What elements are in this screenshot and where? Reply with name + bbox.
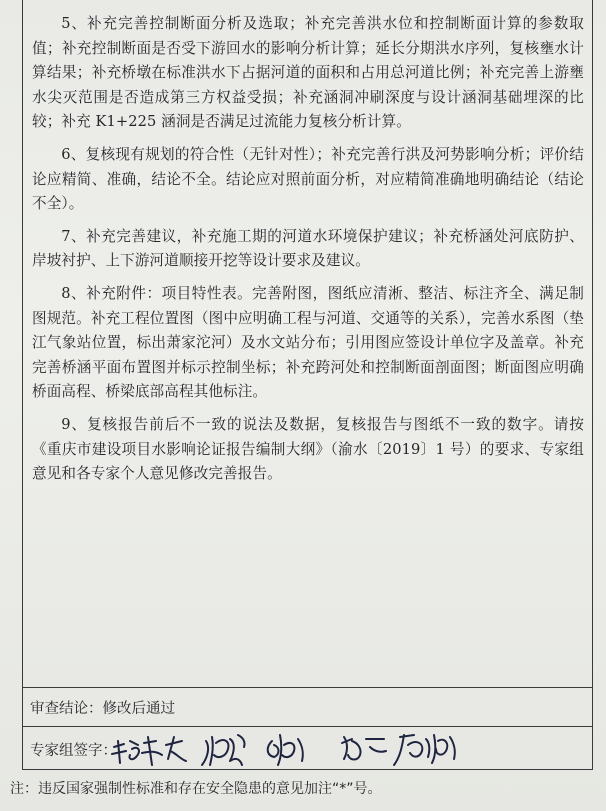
comment-item-8: 8、补充附件：项目特性表。完善附图，图纸应清淅、整洁、标注齐全、满足制图规范。补充工程位置图（图中应明确工程与河道、交通等的关系），完善水系图（垫江气象站位置，标出萧家沱河）及水文站分布；引用图应签设计单位字及盖章。补充完善桥涵平面布置图并标示控制坐标；补充跨河处和控制断面剖面图；断面图应明确桥面高程、桥梁底部高程其他标注。	[32, 284, 584, 401]
signature-label: 专家组签字：	[30, 743, 117, 759]
comment-item-5: 5、补充完善控制断面分析及选取；补充完善洪水位和控制断面计算的参数取值；补充控制断面是否受下游回水的影响分析计算；延长分期洪水序列，复核壅水计算结果；补充桥墩在标准洪水下占据河道的面积和占用总河道比例；补充完善上游壅水尖灭范围是否造成第三方权益受损；补充涵洞冲刷深度与设计涵洞基础埋深的比较；补充 K1+225 涵洞是否满足过流能力复核分析计算。	[32, 15, 584, 131]
footnote: 注：违反国家强制性标准和存在安全隐患的意见加注“*”号。	[10, 781, 382, 797]
signature-2	[202, 735, 245, 765]
signature-5	[394, 735, 455, 765]
expert-signature-row	[22, 726, 593, 770]
signature-4	[342, 737, 386, 760]
review-conclusion: 审查结论：修改后通过	[30, 701, 175, 717]
review-comments	[32, 12, 584, 495]
expert-signatures	[104, 727, 584, 771]
comment-item-6: 6、复核现有规划的符合性（无针对性）；补充完善行洪及河势影响分析；评价结论应精简、准确，结论不全。结论应对照前面分析，对应精简准确地明确结论（结论不全）。	[32, 145, 584, 213]
signature-1	[112, 737, 186, 765]
signature-3	[268, 735, 303, 765]
comment-item-7: 7、补充完善建议，补充施工期的河道水环境保护建议；补充桥涵处河底防护、岸坡衬护、上下游河道顺接开挖等设计要求及建议。	[32, 227, 584, 270]
review-conclusion-row	[22, 687, 593, 727]
comment-item-9: 9、复核报告前后不一致的说法及数据，复核报告与图纸不一致的数字。请按《重庆市建设项目水影响论证报告编制大纲》（渝水〔2019〕1 号）的要求、专家组意见和各专家个人意见修改完善报告。	[32, 415, 584, 483]
